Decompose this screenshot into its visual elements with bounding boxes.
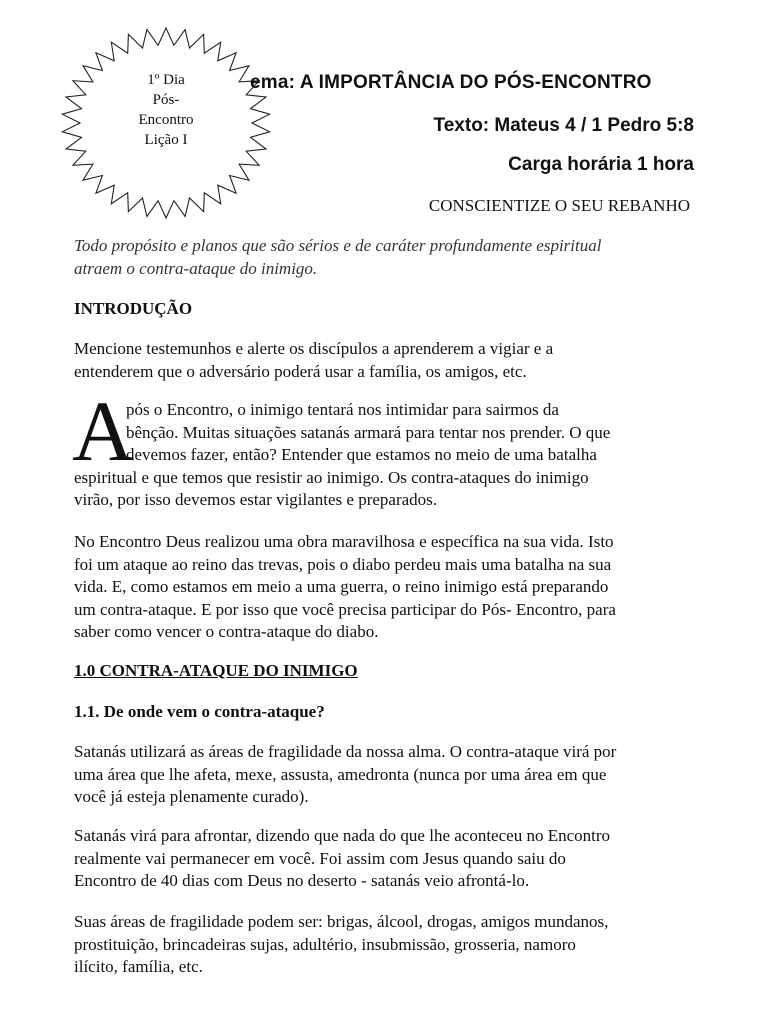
paragraph-line: foi um ataque ao reino das trevas, pois o diabo perdeu mais uma batalha na sua <box>74 554 612 574</box>
section-heading: 1.0 CONTRA-ATAQUE DO INIMIGO <box>74 661 358 680</box>
badge-line-licao: Lição I <box>144 132 188 148</box>
dropcap-paragraph <box>72 383 700 512</box>
badge-line-encontro: Encontro <box>138 112 194 128</box>
paragraph-line: Mencione testemunhos e alerte os discípulos a aprenderem a vigiar e a <box>74 339 554 358</box>
lesson-title: ema: A IMPORTÂNCIA DO PÓS-ENCONTRO <box>250 72 652 93</box>
paragraph-line: realmente vai permanecer em você. Foi assim com Jesus quando saiu do <box>74 848 566 868</box>
section-subheading: 1.1. De onde vem o contra-ataque? <box>74 702 325 721</box>
paragraph-line: ilícito, família, etc. <box>74 957 203 976</box>
paragraph-line: entenderem que o adversário poderá usar a família, os amigos, etc. <box>74 361 527 381</box>
section-subtitle: CONSCIENTIZE O SEU REBANHO <box>428 196 690 215</box>
paragraph-line: uma área que lhe afeta, mexe, assusta, amedronta (nunca por uma área em que <box>74 764 607 784</box>
areas-paragraph <box>74 911 700 979</box>
encontro-paragraph <box>74 531 700 644</box>
dropcap-letter: A <box>72 383 135 479</box>
paragraph-line: vida. E, como estamos em meio a uma guerra, o reino inimigo está preparando <box>74 577 609 596</box>
paragraph-line: pós o Encontro, o inimigo tentará nos intimidar para sairmos da <box>126 400 559 419</box>
paragraph-line: um contra-ataque. E por isso que você precisa participar do Pós- Encontro, para <box>74 599 616 619</box>
quote-line: Todo propósito e planos que são sérios e de caráter profundamente espiritual <box>74 236 602 255</box>
paragraph-line: espiritual e que temos que resistir ao inimigo. Os contra-ataques do inimigo <box>74 467 589 487</box>
paragraph-line: você já esteja plenamente curado). <box>74 787 309 806</box>
paragraph-line: bênção. Muitas situações satanás armará para tentar nos prender. O que <box>126 422 611 442</box>
paragraph-line: virão, por isso devemos estar vigilantes e preparados. <box>74 490 438 509</box>
quote-line: atraem o contra-ataque do inimigo. <box>74 258 318 278</box>
paragraph-line: Satanás utilizará as áreas de fragilidade da nossa alma. O contra-ataque virá por <box>74 742 617 761</box>
satanas-paragraph-1 <box>74 741 700 809</box>
badge-line-day: 1º Dia <box>147 72 185 88</box>
badge-line-pos: Pós- <box>152 92 180 108</box>
badge-text <box>118 70 214 150</box>
scripture-reference: Texto: Mateus 4 / 1 Pedro 5:8 <box>433 115 694 136</box>
paragraph-line: prostituição, brincadeiras sujas, adultério, insubmissão, grosseria, namoro <box>74 934 576 954</box>
introducao-paragraph <box>74 338 700 383</box>
introducao-heading: INTRODUÇÃO <box>74 299 193 318</box>
intro-quote <box>74 235 700 280</box>
paragraph-line: saber como vencer o contra-ataque do diabo. <box>74 622 379 641</box>
paragraph-line: Encontro de 40 dias com Deus no deserto - satanás veio afrontá-lo. <box>74 871 530 890</box>
paragraph-line: Suas áreas de fragilidade podem ser: brigas, álcool, drogas, amigos mundanos, <box>74 912 609 931</box>
workload-line: Carga horária 1 hora <box>508 154 694 175</box>
lesson-badge <box>58 24 274 222</box>
paragraph-line: devemos fazer, então? Entender que estamos no meio de uma batalha <box>126 445 597 464</box>
satanas-paragraph-2 <box>74 825 700 893</box>
paragraph-line: No Encontro Deus realizou uma obra maravilhosa e específica na sua vida. Isto <box>74 532 614 551</box>
paragraph-line: Satanás virá para afrontar, dizendo que nada do que lhe aconteceu no Encontro <box>74 826 611 845</box>
